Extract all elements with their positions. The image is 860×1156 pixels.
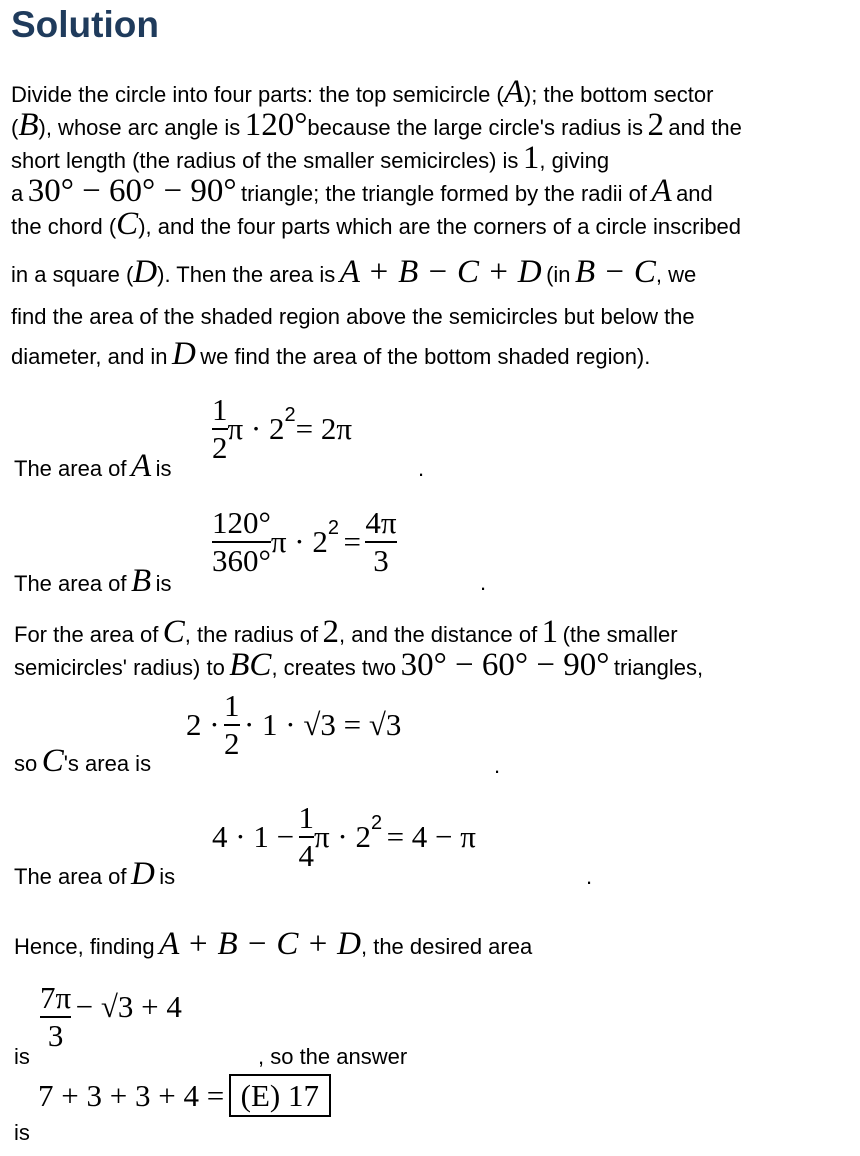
label-text: , so the answer <box>258 1044 408 1069</box>
fraction <box>224 688 240 762</box>
math-text: = <box>343 524 361 559</box>
period: . <box>480 570 487 595</box>
var-c: C <box>116 206 139 242</box>
intro-text: find the area of the shaded region above the semicircles but below the <box>11 304 695 329</box>
num-one: 1 <box>541 614 559 650</box>
intro-text: ). Then the area is <box>157 262 336 287</box>
exponent: 2 <box>371 812 383 835</box>
math-text: π · 2 <box>227 411 285 446</box>
math-text: π · 2 <box>270 524 328 559</box>
intro-text: short length (the radius of the smaller semicircles) is <box>11 148 519 173</box>
hence-line <box>14 928 532 961</box>
fraction <box>299 800 315 874</box>
intro-text: diameter, and in <box>11 344 168 369</box>
math-text: 2 · <box>186 707 220 742</box>
label-text: triangles, <box>613 655 704 680</box>
area-a-label <box>14 450 171 483</box>
area-d-equation <box>212 800 476 874</box>
final-sum <box>38 1078 331 1114</box>
intro-text: ( <box>11 115 19 140</box>
var-d: D <box>172 336 196 372</box>
label-text: For the area of <box>14 622 159 647</box>
var-a: A <box>503 74 524 110</box>
intro-text: because the large circle's radius is <box>307 115 644 140</box>
math-text: 7 + 3 + 3 + 4 = <box>38 1078 225 1113</box>
intro-text: , giving <box>539 148 610 173</box>
var-b: B <box>130 563 152 599</box>
var-b: B <box>18 107 39 143</box>
area-c-equation <box>186 688 401 762</box>
var-a: A <box>130 448 152 484</box>
segment-bc: BC <box>229 647 272 683</box>
denominator: 2 <box>224 726 240 761</box>
label-text: (the smaller <box>562 622 678 647</box>
intro-text: Divide the circle into four parts: the top semicircle ( <box>11 82 504 107</box>
denominator: 360° <box>212 543 271 578</box>
num-two: 2 <box>322 614 340 650</box>
var-c: C <box>162 614 185 650</box>
numerator: 1 <box>224 688 240 723</box>
intro-text: , we <box>655 262 697 287</box>
label-text: , and the distance of <box>339 622 538 647</box>
label-text: is <box>155 456 172 481</box>
label-text: 's area is <box>63 751 152 776</box>
intro-text: the chord ( <box>11 214 117 239</box>
var-d: D <box>133 254 158 290</box>
label-text: is <box>14 1120 30 1145</box>
label-text: Hence, finding <box>14 934 155 959</box>
var-d: D <box>130 856 155 892</box>
area-b-label <box>14 565 171 598</box>
desired-area-expression <box>40 980 182 1054</box>
label-text: is <box>159 864 176 889</box>
math-text: π · 2 <box>314 819 371 854</box>
label-text: semicircles' radius) to <box>14 655 225 680</box>
num-one: 1 <box>522 140 540 176</box>
numerator: 120° <box>212 505 271 540</box>
label-text: , creates two <box>271 655 397 680</box>
label-text: is <box>155 571 172 596</box>
exponent: 2 <box>284 404 296 427</box>
area-c-paragraph-line2 <box>14 649 703 682</box>
var-c: C <box>41 743 64 779</box>
label-text: The area of <box>14 864 127 889</box>
area-c-paragraph <box>14 616 678 649</box>
intro-text: and <box>676 181 713 206</box>
math-text: · 1 · √3 = √3 <box>243 707 402 742</box>
intro-text: we find the area of the bottom shaded region). <box>200 344 651 369</box>
math-text: = 4 − π <box>386 819 476 854</box>
var-a: A <box>651 173 672 209</box>
triangle-angles: 30° − 60° − 90° <box>400 647 610 683</box>
period: . <box>494 753 501 778</box>
denominator: 3 <box>365 541 396 579</box>
label-text: The area of <box>14 571 127 596</box>
denominator: 3 <box>40 1016 71 1054</box>
intro-text: ), whose arc angle is <box>38 115 241 140</box>
page-title: Solution <box>11 4 159 45</box>
triangle-angles: 30° − 60° − 90° <box>27 173 237 209</box>
answer-box: (E) 17 <box>229 1074 331 1117</box>
intro-text: in a square ( <box>11 262 134 287</box>
math-text: = 2π <box>295 411 352 446</box>
area-d-label <box>14 858 175 891</box>
numerator: 1 <box>298 800 315 835</box>
intro-text: and the <box>668 115 742 140</box>
b-minus-c: B − C <box>574 254 656 290</box>
angle-120: 120° <box>244 107 308 143</box>
intro-paragraph <box>11 76 851 376</box>
intro-text: (in <box>546 262 571 287</box>
num-two: 2 <box>647 107 664 143</box>
fraction <box>40 980 71 1054</box>
period: . <box>418 456 425 481</box>
label-text: , the desired area <box>360 934 533 959</box>
numerator: 1 <box>212 392 228 427</box>
fraction <box>365 505 396 579</box>
denominator: 2 <box>212 430 228 465</box>
period: . <box>586 864 593 889</box>
intro-text: a <box>11 181 24 206</box>
intro-text: triangle; the triangle formed by the radii of <box>240 181 647 206</box>
numerator: 4π <box>365 505 397 540</box>
area-b-equation <box>212 505 397 579</box>
area-c-label <box>14 745 151 778</box>
area-a-equation <box>212 392 352 466</box>
intro-text: ); the bottom sector <box>523 82 714 107</box>
label-text: is <box>14 1044 30 1069</box>
label-text: so <box>14 751 38 776</box>
fraction <box>212 392 228 466</box>
exponent: 2 <box>327 517 340 540</box>
area-expression: A + B − C + D <box>339 254 542 290</box>
label-text: , the radius of <box>184 622 319 647</box>
numerator: 7π <box>40 980 72 1015</box>
math-text: 4 · 1 − <box>212 819 295 854</box>
area-expression: A + B − C + D <box>159 926 361 962</box>
fraction <box>212 505 271 579</box>
denominator: 4 <box>298 838 315 873</box>
math-text: − √3 + 4 <box>75 989 182 1024</box>
label-text: The area of <box>14 456 127 481</box>
intro-text: ), and the four parts which are the corners of a circle inscribed <box>138 214 742 239</box>
